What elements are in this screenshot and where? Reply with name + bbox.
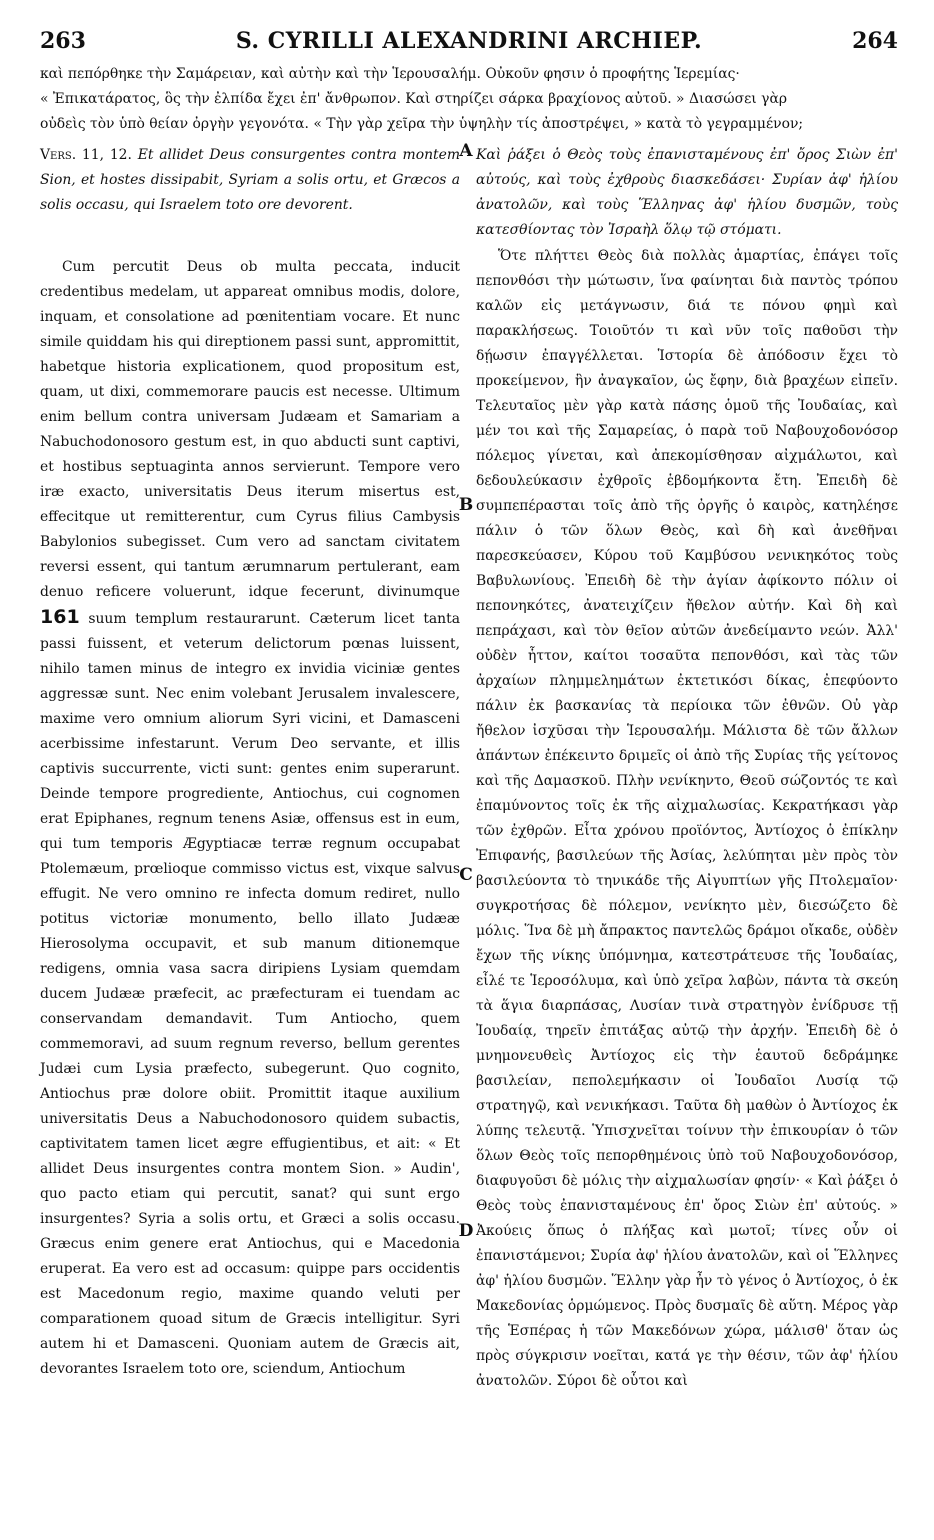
margin-marker-d: D: [458, 1221, 474, 1241]
greek-line: καὶ πεπόρθηκε τὴν Σαμάρειαν, καὶ αὐτὴν καὶ τὴν Ἱερουσαλήμ. Οὐκοῦν φησιν ὁ προφήτης Ἱερεμίας·: [40, 66, 740, 82]
column-marker-161: 161: [40, 606, 80, 628]
greek-commentary: [476, 244, 898, 1394]
margin-marker-c: C: [459, 865, 473, 885]
greek-line: « Ἐπικατάρατος, ὃς τὴν ἐλπίδα ἔχει ἐπ' ἄνθρωπον. Καὶ στηρίζει σάρκα βραχίονος αὐτοῦ. » Διασώσει γὰρ: [40, 91, 788, 107]
greek-paragraph: Ὅτε πλήττει Θεὸς διὰ πολλὰς ἁμαρτίας, ἐπάγει τοῖς πεπονθόσι τὴν μώτωσιν, ἵνα φαίνηται διὰ παντὸς τρόπου καλῶν εἰς μετάγνωσιν, διά τε πόνου φημὶ καὶ παρακλήσεως. Τοιοῦτόν τι καὶ νῦν τοῖς παθοῦσι τὴν δῄωσιν ἐπαγγέλλεται. Ἱστορία δὲ ἀπόδοσιν ἔχει τὸ προκείμενον, ἣν ἀναγκαῖον, ὡς ἔφην, διὰ βραχέων εἰπεῖν. Τελευταῖος μὲν γὰρ κατὰ πάσης ὁμοῦ τῆς Ἰουδαίας, καὶ μέν τοι καὶ τῆς Σαμαρείας, ὁ παρὰ τοῦ Ναβουχοδονόσορ πόλεμος γίνεται, καὶ ἀπεκομίσθησαν αἰχμάλωτοι, καὶ δεδουλεύκασιν ἐχθροῖς ἑβδομήκοντα ἔτη. Ἐπειδὴ δὲ συμπεπέρασται τοῖς ἀπὸ τῆς ὀργῆς ὁ καιρὸς, κατηλέησε πάλιν ὁ τῶν ὅλων Θεὸς, καὶ δὴ καὶ ἀνεθῆναι παρεσκεύασεν, Κύρου τοῦ Καμβύσου νενικηκότος τοὺς Βαβυλωνίους. Ἐπειδὴ δὲ τὴν ἁγίαν ἀφίκοντο πόλιν οἱ πεπονηκότες, ἀνατειχίζειν ἤθελον αὐτήν. Καὶ δὴ καὶ πεπράχασι, καὶ τὸν θεῖον αὐτῶν ἀνεδείμαντο νεών. Ἀλλ' οὐδὲν ἧττον, καίτοι τοσαῦτα πεπονθόσι, καὶ τὰς τῶν ἀρχαίων πλημμελημάτων ἐκτετικόσι δίκας, ἐπεφύοντο πάλιν ἐκ βασκανίας τὰ περίοικα τῶν ἐθνῶν. Οὐ γὰρ ἤθελον ἰσχῦσαι τὴν Ἱερουσαλήμ. Μάλιστα δὲ τῶν ἄλλων ἁπάντων ἐπέκειντο δριμεῖς οἱ ἀπὸ τῆς Συρίας τῆς γείτονος καὶ τῆς Δαμασκοῦ. Πλὴν νενίκηντο, Θεοῦ σώζοντός τε καὶ ἐπαμύνοντος τοῖς ἐκ τῆς αἰχμαλωσίας. Κεκρατήκασι γὰρ τῶν ἐχθρῶν. Εἶτα χρόνου προϊόντος, Ἀντίοχος ὁ ἐπίκλην Ἐπιφανής, βασιλεύων τῆς Ἀσίας, λελύπηται μὲν πρὸς τὸν βασιλεύοντα τὸ τηνικάδε τῆς Αἰγυπτίων γῆς Πτολεμαῖον· συγκροτήσας δὲ πόλεμον, νενίκητο μὲν, διεσώζετο δὲ μόλις. Ἵνα δὲ μὴ ἄπρακτος παντελῶς δράμοι οἴκαδε, οὐδὲν ἔχων τῆς νίκης ὑπόμνημα, κατεστράτευσε τῆς Ἰουδαίας, εἶλέ τε Ἱεροσόλυμα, καὶ ὑπὸ χεῖρα λαβὼν, πάντα τὰ σκεύη τὰ ἅγια διαρπάσας, Λυσίαν τινὰ στρατηγὸν ἐνίδρυσε τῇ Ἰουδαίᾳ, τηρεῖν ἐπιτάξας αὐτῷ τὴν ἀρχήν. Ἐπειδὴ δὲ ὁ μνημονευθεὶς Ἀντίοχος εἰς τὴν ἑαυτοῦ δεδράμηκε βασιλείαν, πεπολεμήκασιν οἱ Ἰουδαῖοι Λυσίᾳ τῷ στρατηγῷ, καὶ νενικήκασι. Ταῦτα δὴ μαθὼν ὁ Ἀντίοχος ἐκ λύπης τελευτᾷ. Ὑπισχνεῖται τοίνυν τὴν ἐπικουρίαν ὁ τῶν ὅλων Θεὸς τοῖς πεπορθημένοις ὑπὸ τοῦ Ναβουχοδονόσορ, διαφυγοῦσι δὲ μόλις τὴν αἰχμαλωσίαν φησίν· « Καὶ ῥάξει ὁ Θεὸς τοὺς ἐπανισταμένους ἐπ' ὄρος Σιὼν ἐπ' αὐτούς. » Ἀκούεις ὅπως ὁ πλήξας καὶ μωτοῖ; τίνες οὖν οἱ ἐπανιστάμενοι; Συρία ἀφ' ἡλίου ἀνατολῶν, καὶ οἱ Ἕλληνες ἀφ' ἡλίου δυσμῶν. Ἕλλην γὰρ ἦν τὸ γένος ὁ Ἀντίοχος, ὁ ἐκ Μακεδονίας ὁρμώμενος. Πρὸς δυσμαῖς δὲ αὕτη. Μέρος γὰρ τῆς Ἑσπέρας ἡ τῶν Μακεδόνων χώρα, μάλισθ' ὅταν ὡς πρὸς σύγκρισιν νοεῖται, κατά γε τὴν θέσιν, τῶν ἀφ' ἡλίου ἀνατολῶν. Σύροι δὲ οὗτοι καὶ: [476, 248, 898, 1389]
greek-continuation-full-width: [40, 62, 898, 137]
latin-text-part-2: suum templum restaurarunt. Cæterum licet tanta passi fuissent, et veterum delictorum pœnas luissent, nihilo tamen minus de integro ex invidia viciniæ gentes aggressæ sunt. Nec enim volebant Jerusalem invalescere, maxime vero omnium aliorum Syri vicini, et Damasceni acerbissime infestarunt. Verum Deo servante, et illis captivis succurrente, victi sunt: gentes enim superarunt. Deinde tempore progrediente, Antiochus, cui cognomen erat Epiphanes, regnum tenens Asiæ, offensus est in eum, qui tum temporis Ægyptiacæ terræ regnum occupabat Ptolemæum, prœlioque commisso victus est, vixque salvus effugit. Ne vero omnino re infecta domum rediret, nullo potitus victoriæ monumento, bello illato Judææ Hierosolyma occupavit, et sub manum ditionemque redigens, omnia vasa sacra diripiens Lysiam quemdam ducem Judææ præfecit, ac præfecturam ei tuendam ac conservandam demandavit. Tum Antiocho, quem commemoravi, ad suum regnum reverso, bellum gerentes Judæi cum Lysia præfecto, subegerunt. Quo cognito, Antiochus præ dolore obiit. Promittit itaque auxilium universitatis Deus a Nabuchodonosoro quidem subactis, captivitatem tamen licet ægre effugientibus, et ait: « Et allidet Deus insurgentes contra montem Sion. » Audin', quo pacto etiam qui percutit, sanat? qui sunt ergo insurgentes? Syria a solis ortu, et Græci a solis occasu. Græcus enim genere erat Antiochus, qui e Macedonia eruperat. Ea vero est ad occasum: quippe pars occidentis est Macedonum regio, maxime quando veluti per comparationem quoad situm de Græcis intelligitur. Syri autem hi et Damasceni. Quoniam autem de Græcis ait, devorantes Israelem toto ore, sciendum, Antiochum: [40, 611, 460, 1377]
running-title: S. CYRILLI ALEXANDRINI ARCHIEP.: [235, 28, 703, 54]
latin-verse-text: Et allidet Deus consurgentes contra montem Sion, et hostes dissipabit, Syriam a solis ortu, et Græcos a solis occasu, qui Israelem toto ore devorent.: [40, 147, 461, 213]
latin-paragraph: [40, 255, 460, 1382]
margin-marker-a: A: [459, 141, 473, 161]
verse-label: Vers. 11, 12.: [40, 147, 132, 163]
latin-commentary: [40, 255, 460, 1382]
greek-verse: Καὶ ῥάξει ὁ Θεὸς τοὺς ἐπανισταμένους ἐπ' ὄρος Σιὼν ἐπ' αὐτούς, καὶ τοὺς ἐχθροὺς διασκεδάσει· Συρίαν ἀφ' ἡλίου ἀνατολῶν, καὶ τοὺς Ἕλληνας ἀφ' ἡλίου δυσμῶν, τοὺς κατεσθίοντας τὸν Ἰσραὴλ ὅλῳ τῷ στόματι.: [476, 147, 898, 238]
margin-marker-b: B: [458, 495, 474, 515]
page-number-left: 263: [40, 28, 86, 54]
latin-text-part-1: Cum percutit Deus ob multa peccata, inducit credentibus medelam, ut appareat omnibus modis, dolore, inquam, et consolatione ad pœnitentiam vocare. Et nunc simile quiddam his qui direptionem passi sunt, appromittit, habetque historia explicationem, quod propositum est, quam, ut dixi, commemorare paucis est necesse. Ultimum enim bellum contra universam Judæam et Samariam a Nabuchodonosoro gestum est, in quo abducti sunt captivi, et hostibus septuaginta annos servierunt. Tempore vero iræ exacto, universitatis Deus iterum misertus est, effecitque ut remitterentur, cum Cyrus filius Cambysis Babylonios subegisset. Cum vero ad sanctam civitatem reversi essent, qui tantum ærumnarum pertulerant, eam denuo reficere voluerunt, idque fecerunt, divinumque: [40, 259, 460, 600]
page-number-right: 264: [852, 28, 898, 54]
greek-line: οὐδεὶς τὸν ὑπὸ θείαν ὀργὴν γεγονότα. « Τὴν γὰρ χεῖρα τὴν ὑψηλὴν τίς ἀποστρέψει, » κατὰ τὸ γεγραμμένον;: [40, 116, 804, 132]
running-header: [40, 28, 898, 58]
latin-verse: [40, 143, 460, 218]
